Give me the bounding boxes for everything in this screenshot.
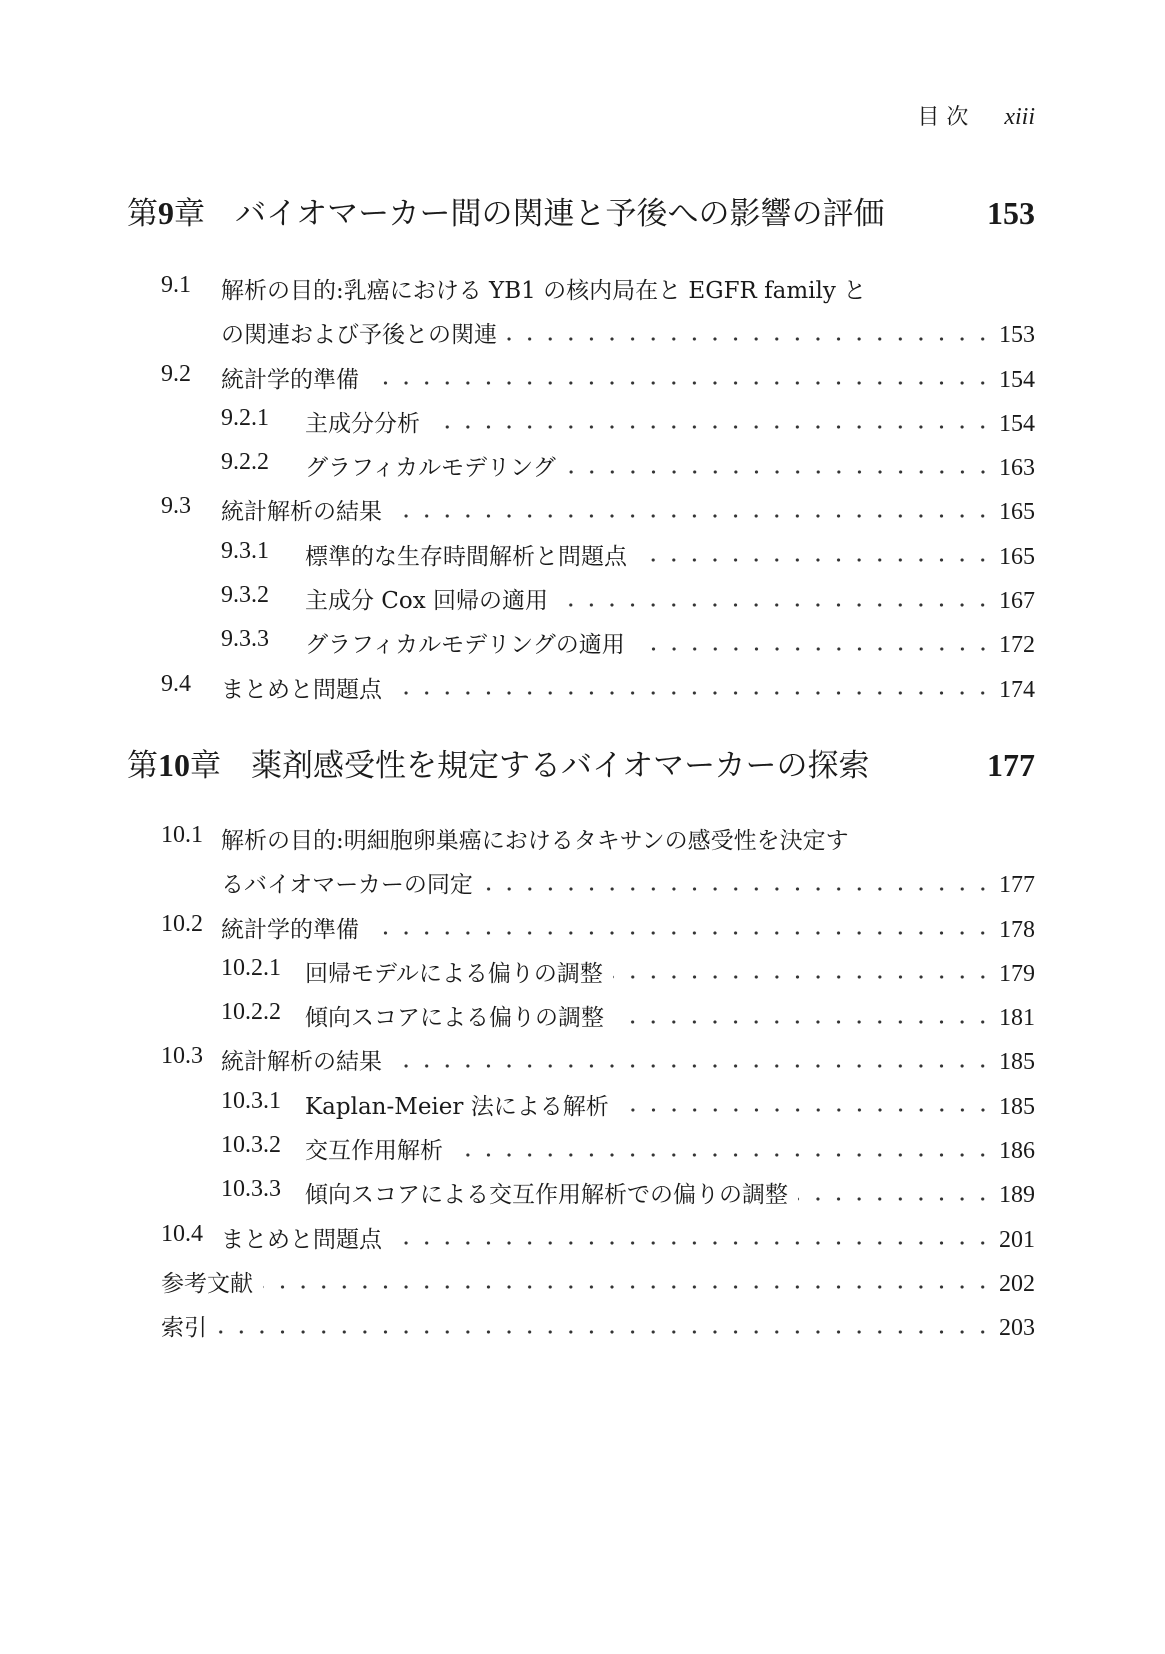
toc-entry-number: 10.4 (161, 1220, 203, 1247)
chapter-label: 第10章 (127, 747, 221, 784)
leader-dots (392, 1241, 993, 1245)
chapter-9-heading[interactable] (127, 188, 1035, 233)
toc-entry-line (221, 1221, 1035, 1254)
running-head-page-number: xiii (1004, 104, 1035, 130)
toc-entry[interactable] (127, 1033, 1035, 1077)
toc-entry-number: 9.1 (161, 272, 191, 298)
toc-entry-line (161, 1309, 1035, 1342)
leader-dots (635, 647, 993, 651)
leader-dots (637, 558, 993, 562)
chapter-title: 薬剤感受性を規定するバイオマーカーの探索 (251, 748, 870, 784)
toc-entry-title: 標準的な生存時間解析と問題点 (305, 543, 627, 570)
toc-entry-page: 154 (999, 410, 1035, 437)
toc-entry-line (305, 626, 1035, 659)
leader-dots (566, 470, 993, 474)
toc-entry-page: 181 (999, 1005, 1035, 1032)
toc-entry-title: 主成分分析 (305, 410, 420, 437)
toc-entry-number: 9.4 (161, 670, 191, 697)
toc-entry-line (221, 866, 1035, 899)
toc-entry-number: 9.3.3 (221, 626, 269, 653)
toc-entry-title-line1: 解析の目的:明細胞卵巣癌におけるタキサンの感受性を決定す (221, 828, 849, 854)
toc-entry[interactable] (127, 989, 1035, 1033)
toc-entry-line (221, 671, 1035, 704)
toc-entry-line (221, 1043, 1035, 1076)
leader-dots (369, 381, 993, 385)
toc-entry[interactable] (127, 1255, 1035, 1299)
toc-entry-title: グラフィカルモデリングの適用 (305, 632, 625, 659)
toc-entry-title: 索引 (161, 1315, 207, 1342)
toc-entry[interactable] (127, 1211, 1035, 1255)
toc-entry-title: の関連および予後との関連 (221, 322, 497, 349)
toc-entry-title: るバイオマーカーの同定 (221, 872, 473, 899)
leader-dots (392, 514, 993, 518)
toc-entry-line (221, 361, 1035, 394)
toc-entry-page: 165 (999, 543, 1035, 570)
toc-entry-page: 179 (999, 960, 1035, 987)
toc-entry[interactable] (127, 616, 1035, 660)
chapter-title: バイオマーカー間の関連と予後への影響の評価 (235, 196, 885, 232)
leader-dots (619, 1108, 993, 1112)
toc-entry-title: まとめと問題点 (221, 1226, 382, 1253)
toc-entry-title: 交互作用解析 (305, 1138, 443, 1165)
toc-entry-number: 10.3.1 (221, 1087, 281, 1114)
toc-entry-line (305, 1088, 1035, 1121)
toc-entry-page: 165 (999, 499, 1035, 526)
toc-entry[interactable] (127, 945, 1035, 989)
leader-dots (507, 337, 993, 341)
toc-entry-page: 203 (999, 1315, 1035, 1342)
toc-entry-title: 統計解析の結果 (221, 499, 382, 526)
chapter-10-heading[interactable] (127, 740, 1035, 785)
toc-entry-line (305, 538, 1035, 571)
toc-entry-title: 主成分 Cox 回帰の適用 (305, 588, 549, 615)
toc-entry-line (305, 449, 1035, 482)
chapter-label: 第9章 (127, 195, 205, 232)
toc-entry-number: 9.2.1 (221, 404, 269, 431)
toc-entry-page: 201 (999, 1226, 1035, 1253)
leader-dots (263, 1285, 993, 1289)
toc-entry-page: 163 (999, 455, 1035, 482)
toc-entry-number: 9.3.2 (221, 582, 269, 609)
toc-entry[interactable] (127, 856, 1035, 900)
toc-entry-title: Kaplan-Meier 法による解析 (305, 1093, 609, 1120)
toc-entry-line (161, 1265, 1035, 1298)
toc-entry-title: まとめと問題点 (221, 676, 382, 703)
toc-entry-page: 172 (999, 632, 1035, 659)
toc-entry[interactable] (127, 572, 1035, 616)
toc-entry-line (305, 999, 1035, 1032)
chapter-page: 177 (987, 747, 1035, 783)
chapter-10-entries (127, 812, 1035, 1344)
leader-dots (392, 691, 993, 695)
toc-entry-title: 参考文献 (161, 1270, 253, 1297)
toc-entry-page: 202 (999, 1270, 1035, 1297)
toc-entry-line (221, 316, 1035, 349)
toc-entry-line (221, 911, 1035, 944)
leader-dots (798, 1197, 993, 1201)
running-head-section: 目 次 (917, 105, 969, 130)
toc-entry-number: 10.1 (161, 822, 203, 848)
leader-dots (453, 1153, 993, 1157)
toc-entry-line (305, 405, 1035, 438)
toc-entry[interactable] (127, 1299, 1035, 1343)
leader-dots (392, 1064, 993, 1068)
toc-entry-number: 9.2 (161, 360, 191, 387)
toc-entry-line (305, 1176, 1035, 1209)
toc-entry[interactable] (127, 483, 1035, 527)
toc-entry-title: 傾向スコアによる交互作用解析での偏りの調整 (305, 1182, 788, 1209)
leader-dots (558, 603, 993, 607)
toc-entry-page: 185 (999, 1049, 1035, 1076)
toc-entry-number: 10.3 (161, 1043, 203, 1070)
toc-entry-line[interactable] (127, 812, 1035, 856)
leader-dots (369, 931, 993, 935)
toc-entry-title-line1: 解析の目的:乳癌における YB1 の核内局在と EGFR family と (221, 278, 867, 304)
toc-entry[interactable] (127, 901, 1035, 945)
toc-entry-title: 統計解析の結果 (221, 1049, 382, 1076)
toc-entry-page: 185 (999, 1093, 1035, 1120)
toc-entry[interactable] (127, 1122, 1035, 1166)
toc-entry-number: 9.3 (161, 493, 191, 520)
toc-entry-number: 10.2.1 (221, 954, 281, 981)
toc-entry-line (305, 1132, 1035, 1165)
toc-entry-line (305, 582, 1035, 615)
toc-entry[interactable] (127, 528, 1035, 572)
toc-entry-number: 9.3.1 (221, 537, 269, 564)
leader-dots (217, 1330, 993, 1334)
toc-entry[interactable] (127, 306, 1035, 350)
toc-entry-page: 167 (999, 588, 1035, 615)
toc-entry-number: 9.2.2 (221, 449, 269, 476)
toc-entry[interactable] (127, 661, 1035, 705)
toc-entry-line (221, 493, 1035, 526)
toc-entry-title: 統計学的準備 (221, 916, 359, 943)
toc-entry-title: 傾向スコアによる偏りの調整 (305, 1005, 604, 1032)
toc-entry[interactable] (127, 1078, 1035, 1122)
chapter-9-entries (127, 262, 1035, 705)
toc-entry-number: 10.3.3 (221, 1176, 281, 1203)
leader-dots (613, 975, 993, 979)
toc-entry-title: 統計学的準備 (221, 366, 359, 393)
chapter-page: 153 (987, 195, 1035, 231)
leader-dots (430, 425, 993, 429)
toc-entry-page: 177 (999, 872, 1035, 899)
leader-dots (614, 1020, 993, 1024)
toc-entry-page: 174 (999, 676, 1035, 703)
toc-entry-number: 10.2 (161, 910, 203, 937)
toc-entry-number: 10.2.2 (221, 999, 281, 1026)
toc-entry-line[interactable] (127, 262, 1035, 306)
toc-entry-line (305, 955, 1035, 988)
toc-entry[interactable] (127, 351, 1035, 395)
toc-entry[interactable] (127, 1166, 1035, 1210)
toc-entry[interactable] (127, 395, 1035, 439)
toc-entry-title: 回帰モデルによる偏りの調整 (305, 960, 603, 987)
toc-entry-page: 186 (999, 1138, 1035, 1165)
toc-entry[interactable] (127, 439, 1035, 483)
running-head (917, 100, 1035, 131)
leader-dots (483, 887, 993, 891)
toc-entry-page: 178 (999, 916, 1035, 943)
toc-entry-page: 153 (999, 322, 1035, 349)
toc-entry-number: 10.3.2 (221, 1132, 281, 1159)
toc-entry-title: グラフィカルモデリング (305, 455, 556, 482)
toc-entry-page: 189 (999, 1182, 1035, 1209)
toc-entry-page: 154 (999, 366, 1035, 393)
